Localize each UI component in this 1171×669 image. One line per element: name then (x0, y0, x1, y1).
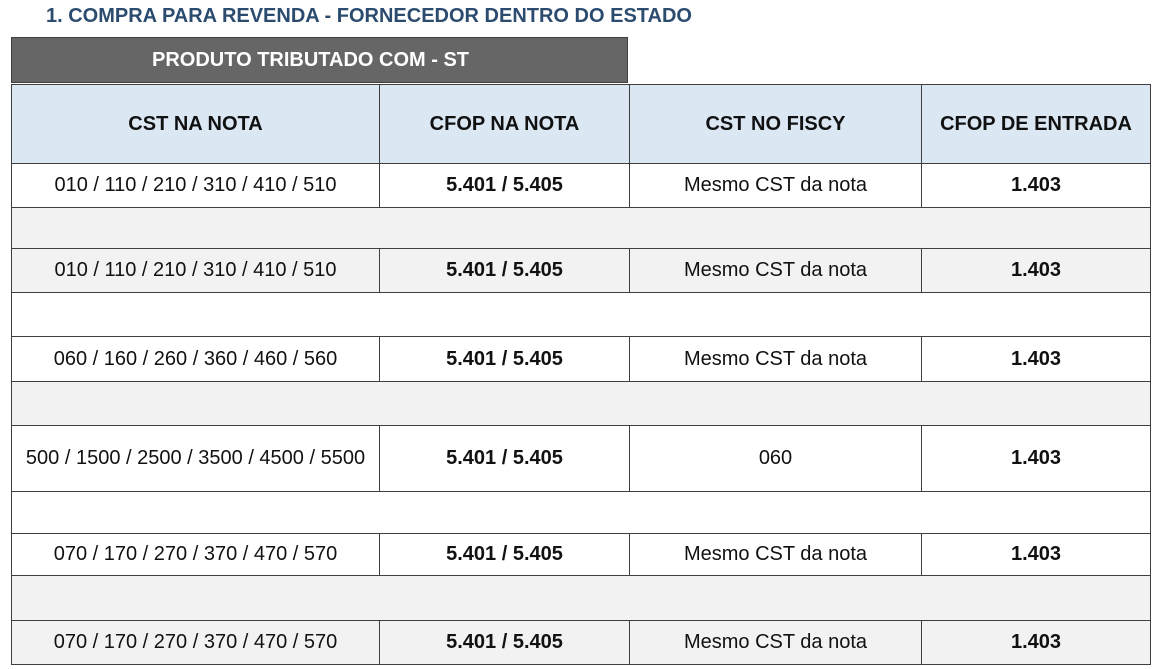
table-header-row (12, 85, 1151, 164)
cell-cst-no-fiscy: Mesmo CST da nota (630, 337, 922, 382)
spacer-row (12, 576, 1151, 621)
spacer-cell (12, 293, 1151, 337)
section-heading: 1. COMPRA PARA REVENDA - FORNECEDOR DENTRO DO ESTADO (46, 5, 692, 27)
cell-cst-na-nota: 500 / 1500 / 2500 / 3500 / 4500 / 5500 (12, 426, 380, 492)
cell-cfop-de-entrada: 1.403 (922, 164, 1151, 208)
cell-cfop-de-entrada: 1.403 (922, 534, 1151, 576)
spacer-cell (12, 208, 1151, 249)
cst-cfop-table (11, 84, 1151, 665)
cell-cfop-de-entrada: 1.403 (922, 249, 1151, 293)
cell-cst-na-nota: 010 / 110 / 210 / 310 / 410 / 510 (12, 249, 380, 293)
table-row (12, 534, 1151, 576)
spacer-cell (12, 382, 1151, 426)
table-row (12, 426, 1151, 492)
cell-cst-no-fiscy: Mesmo CST da nota (630, 164, 922, 208)
cell-cfop-de-entrada: 1.403 (922, 426, 1151, 492)
cell-cst-no-fiscy: Mesmo CST da nota (630, 534, 922, 576)
spacer-row (12, 492, 1151, 534)
cell-cst-no-fiscy: 060 (630, 426, 922, 492)
spacer-row (12, 293, 1151, 337)
table-row (12, 249, 1151, 293)
cell-cfop-na-nota: 5.401 / 5.405 (380, 337, 630, 382)
spacer-cell (12, 576, 1151, 621)
spacer-row (12, 382, 1151, 426)
cell-cst-no-fiscy: Mesmo CST da nota (630, 249, 922, 293)
cell-cfop-na-nota: 5.401 / 5.405 (380, 534, 630, 576)
column-header-cfop-na-nota: CFOP NA NOTA (380, 85, 630, 164)
column-header-cst-na-nota: CST NA NOTA (12, 85, 380, 164)
cell-cst-na-nota: 070 / 170 / 270 / 370 / 470 / 570 (12, 621, 380, 665)
cell-cst-na-nota: 010 / 110 / 210 / 310 / 410 / 510 (12, 164, 380, 208)
cell-cfop-na-nota: 5.401 / 5.405 (380, 426, 630, 492)
spacer-cell (12, 492, 1151, 534)
cell-cst-no-fiscy: Mesmo CST da nota (630, 621, 922, 665)
column-header-cst-no-fiscy: CST NO FISCY (630, 85, 922, 164)
column-header-cfop-de-entrada: CFOP DE ENTRADA (922, 85, 1151, 164)
spacer-row (12, 208, 1151, 249)
cell-cfop-de-entrada: 1.403 (922, 621, 1151, 665)
cell-cfop-na-nota: 5.401 / 5.405 (380, 164, 630, 208)
table-row (12, 164, 1151, 208)
cell-cst-na-nota: 070 / 170 / 270 / 370 / 470 / 570 (12, 534, 380, 576)
table-row (12, 337, 1151, 382)
cell-cfop-de-entrada: 1.403 (922, 337, 1151, 382)
cell-cfop-na-nota: 5.401 / 5.405 (380, 621, 630, 665)
cell-cfop-na-nota: 5.401 / 5.405 (380, 249, 630, 293)
table-row (12, 621, 1151, 665)
group-header-produto-tributado: PRODUTO TRIBUTADO COM - ST (11, 37, 628, 83)
cell-cst-na-nota: 060 / 160 / 260 / 360 / 460 / 560 (12, 337, 380, 382)
